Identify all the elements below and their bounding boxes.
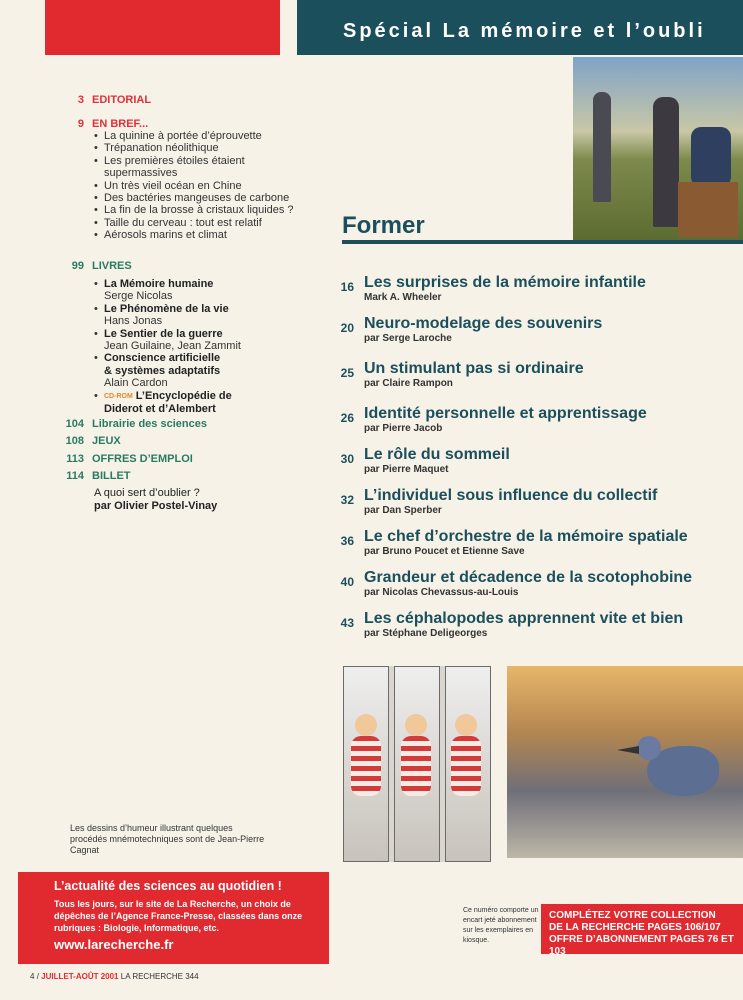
- billet-text: A quoi sert d’oublier ?: [94, 487, 200, 499]
- section-title: JEUX: [92, 435, 121, 447]
- book-item: [94, 328, 320, 353]
- baby-head: [355, 714, 377, 736]
- article-title: Identité personnelle et apprentissage: [364, 405, 647, 422]
- article-author: par Pierre Maquet: [364, 464, 449, 475]
- baby-figure: [451, 736, 481, 796]
- page-number: 30: [340, 452, 354, 466]
- section-title: Librairie des sciences: [92, 418, 207, 430]
- collection-line: DE LA RECHERCHE PAGES 106/107: [549, 922, 721, 933]
- livres-entry[interactable]: [60, 260, 132, 273]
- list-item: • Les premières étoiles étaient supermassives: [94, 155, 294, 180]
- list-item: • Trépanation néolithique: [94, 142, 330, 154]
- illustration-caption: Les dessins d’humeur illustrant quelques procédés mnémotechniques sont de Jean-Pierre Cagnat: [70, 823, 265, 855]
- baby-figure: [351, 736, 381, 796]
- collection-line: OFFRE D’ABONNEMENT PAGES 76 ET 103: [549, 934, 734, 957]
- book-item: [94, 278, 320, 303]
- section-heading: Former: [342, 212, 425, 239]
- page-number: 36: [340, 534, 354, 548]
- baby-figure: [401, 736, 431, 796]
- page-number: 16: [340, 280, 354, 294]
- page-number: 114: [66, 470, 84, 482]
- billet-entry[interactable]: [60, 470, 131, 483]
- page-number: 9: [77, 118, 84, 130]
- red-header-block: [45, 0, 280, 55]
- editorial-entry[interactable]: [60, 94, 151, 107]
- book-item: [94, 390, 234, 416]
- jeux-entry[interactable]: [60, 435, 121, 448]
- special-banner: Spécial La mémoire et l’oubli: [297, 0, 743, 55]
- article-author: par Pierre Jacob: [364, 423, 443, 434]
- article-title: Les céphalopodes apprennent vite et bien: [364, 610, 684, 627]
- article-title: Grandeur et décadence de la scotophobine: [364, 569, 693, 586]
- promo-body: Tous les jours, sur le site de La Recherche, un choix de dépêches de l’Agence France-Presse, classées dans onze rubriques : Biologie, Informatique, etc.: [54, 899, 303, 933]
- book-item: [94, 303, 320, 328]
- page-number: 113: [66, 453, 84, 465]
- article-title: Un stimulant pas si ordinaire: [364, 360, 584, 377]
- book-title: L’Encyclopédie de Diderot et d’Alembert: [104, 389, 232, 416]
- list-item: • Taille du cerveau : tout est relatif: [94, 217, 330, 229]
- article-title: L’individuel sous influence du collectif: [364, 487, 658, 504]
- list-item: • La quinine à portée d’éprouvette: [94, 130, 330, 142]
- article-author: par Nicolas Chevassus-au-Louis: [364, 587, 519, 598]
- section-title: EDITORIAL: [92, 94, 152, 106]
- librairie-entry[interactable]: [60, 418, 207, 431]
- page-number: 3: [77, 94, 84, 106]
- article-title: Neuro-modelage des souvenirs: [364, 315, 603, 332]
- article-title: Le rôle du sommeil: [364, 446, 510, 463]
- encart-note: Ce numéro comporte un encart jeté abonnement sur les exemplaires en kiosque.: [463, 907, 539, 944]
- baby-mirror-photo: [343, 666, 491, 862]
- book-title: Conscience artificielle & systèmes adaptatifs: [104, 352, 221, 377]
- livres-list: [60, 278, 320, 415]
- bird-beak: [617, 746, 639, 754]
- book-author: Hans Jonas: [104, 315, 163, 328]
- list-item: • Un très vieil océan en Chine: [94, 180, 330, 192]
- article-author: par Bruno Poucet et Etienne Save: [364, 546, 525, 557]
- book-title: Le Phénomène de la vie: [104, 302, 229, 315]
- footer-magazine: LA RECHERCHE 344: [120, 972, 199, 981]
- page-number: 108: [65, 435, 84, 447]
- book-title: La Mémoire humaine: [104, 278, 214, 290]
- billet-detail: [94, 487, 217, 513]
- bird-photo: [507, 666, 743, 858]
- cdrom-tag: CD-ROM: [104, 392, 133, 400]
- list-item: • Aérosols marins et climat: [94, 229, 330, 241]
- page-number: 25: [340, 366, 354, 380]
- footer-separator: /: [36, 972, 39, 981]
- table-of-contents: [340, 0, 740, 660]
- footer-page: 4: [30, 972, 35, 981]
- article-author: par Serge Laroche: [364, 333, 452, 344]
- en-bref-list: [60, 130, 330, 242]
- article-author: par Stéphane Deligeorges: [364, 628, 488, 639]
- section-title: BILLET: [92, 470, 131, 482]
- book-item: [94, 352, 224, 389]
- offres-entry[interactable]: [60, 453, 193, 466]
- page-number: 99: [71, 260, 84, 272]
- article-author: Mark A. Wheeler: [364, 292, 442, 303]
- article-title: Les surprises de la mémoire infantile: [364, 274, 646, 291]
- collection-line: COMPLÉTEZ VOTRE COLLECTION: [549, 910, 716, 921]
- website-link[interactable]: www.larecherche.fr: [54, 937, 174, 952]
- section-title: OFFRES D’EMPLOI: [92, 453, 193, 465]
- book-title: Le Sentier de la guerre: [104, 327, 223, 340]
- book-author: Jean Guilaine, Jean Zammit: [104, 340, 241, 353]
- page-number: 26: [340, 411, 354, 425]
- footer-date: JUILLET-AOÛT 2001: [41, 972, 119, 981]
- book-author: Serge Nicolas: [104, 290, 173, 303]
- website-promo[interactable]: [18, 872, 329, 964]
- section-title: LIVRES: [92, 260, 132, 272]
- page-number: 104: [65, 418, 84, 430]
- section-title: EN BREF...: [92, 118, 149, 130]
- list-item: • La fin de la brosse à cristaux liquides ?: [94, 204, 330, 216]
- page-number: 32: [340, 493, 354, 507]
- article-title: Le chef d’orchestre de la mémoire spatiale: [364, 528, 688, 545]
- list-item: • Des bactéries mangeuses de carbone: [94, 192, 330, 204]
- page-footer: [30, 972, 199, 981]
- baby-head: [455, 714, 477, 736]
- bird-head: [637, 736, 661, 760]
- article-author: par Claire Rampon: [364, 378, 453, 389]
- book-author: Alain Cardon: [104, 377, 168, 390]
- page-number: 40: [340, 575, 354, 589]
- billet-author: par Olivier Postel-Vinay: [94, 500, 218, 512]
- page-number: 20: [340, 321, 354, 335]
- collection-box[interactable]: [541, 904, 743, 957]
- page-number: 43: [340, 616, 354, 630]
- baby-head: [405, 714, 427, 736]
- promo-heading: L’actualité des sciences au quotidien !: [54, 879, 282, 893]
- article-author: par Dan Sperber: [364, 505, 442, 516]
